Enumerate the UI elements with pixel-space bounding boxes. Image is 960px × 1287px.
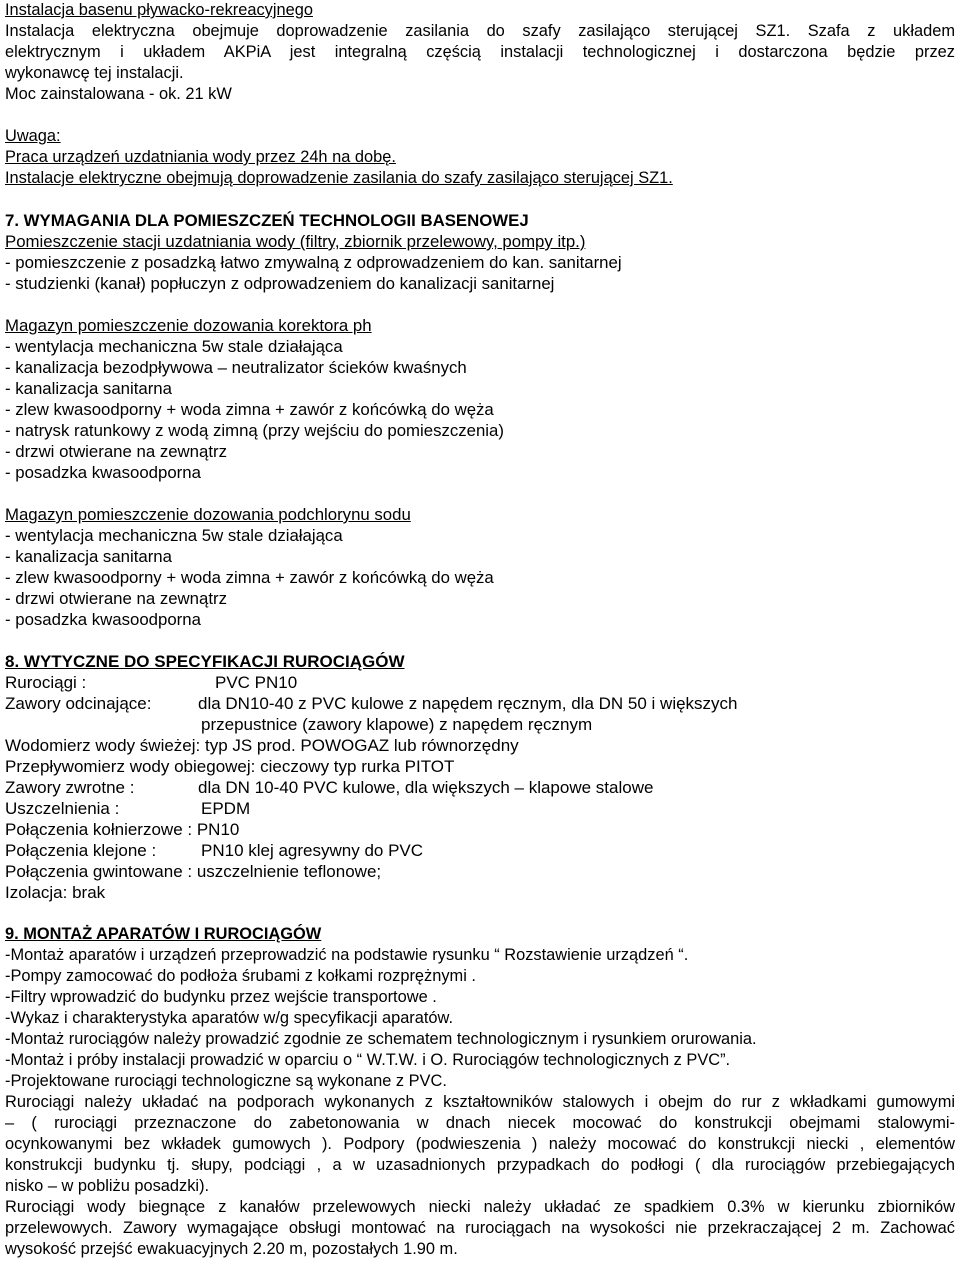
spec-value: przepustnice (zawory klapowe) z napędem ręcznym xyxy=(201,715,593,734)
spec-value: PVC PN10 xyxy=(215,673,298,692)
instruction-line: -Wykaz i charakterystyka aparatów w/g specyfikacji aparatów. xyxy=(5,1009,454,1027)
paragraph-line: wykonawcę tej instalacji. xyxy=(5,64,184,82)
instruction-line: -Projektowane rurociągi technologiczne są wykonane z PVC. xyxy=(5,1072,447,1090)
paragraph-line: Rurociągi wody biegnące z kanałów przelewowych niecki należy układać ze spadkiem 0.3% w kierunku zbiorników xyxy=(5,1198,955,1216)
treatment-room-heading: Pomieszczenie stacji uzdatniania wody (filtry, zbiornik przelewowy, pompy itp.) xyxy=(5,232,586,251)
spec-row xyxy=(5,672,955,693)
spec-label: Przepływomierz wody obiegowej: cieczowy typ rurka PITOT xyxy=(5,757,455,776)
section-8 xyxy=(5,651,955,903)
spec-row xyxy=(5,882,955,903)
instruction-line: -Montaż i próby instalacji prowadzić w oparciu o “ W.T.W. i O. Rurociągów technologicznych z PVC”. xyxy=(5,1051,731,1069)
pool-installation-section xyxy=(5,0,955,189)
section-7 xyxy=(5,210,955,630)
paragraph-line: wysokość przejść ewakuacyjnych 2.20 m, pozostałych 1.90 m. xyxy=(5,1240,458,1258)
spec-row xyxy=(5,861,955,882)
spec-value: EPDM xyxy=(201,799,251,818)
spec-value: dla DN10-40 z PVC kulowe z napędem ręcznym, dla DN 50 i większych xyxy=(198,694,738,713)
requirement-item: - posadzka kwasoodporna xyxy=(5,463,201,482)
paragraph-line: elektrycznym i układem AKPiA jest integralną częścią instalacji technologicznej i dostarczona będzie przez xyxy=(5,43,955,61)
note-line: Praca urządzeń uzdatniania wody przez 24h na dobę. xyxy=(5,148,396,166)
paragraph-line: Rurociągi należy układać na podporach wykonanych z kształtowników stalowych i obejm do rur z wkładkami gumowymi xyxy=(5,1093,955,1111)
requirement-item: - wentylacja mechaniczna 5w stale działająca xyxy=(5,526,343,545)
requirement-item: - studzienki (kanał) popłuczyn z odprowadzeniem do kanalizacji sanitarnej xyxy=(5,274,555,293)
spec-row xyxy=(5,840,955,861)
paragraph-line: konstrukcji budynku tj. słupy, podciągi , a w uzasadnionych przypadkach do podłogi ( dla rurociągów przebiegających xyxy=(5,1156,955,1174)
spec-label: Zawory zwrotne : xyxy=(5,778,135,797)
requirement-item: - wentylacja mechaniczna 5w stale działająca xyxy=(5,337,343,356)
spec-row xyxy=(5,693,955,714)
spec-label: Zawory odcinające: xyxy=(5,694,152,713)
paragraph-line: przelewowych. Zawory wymagające obsługi montować na rurociągach na wysokości nie przekraczającej 2 m. Zachować xyxy=(5,1219,955,1237)
instruction-line: -Filtry wprowadzić do budynku przez wejście transportowe . xyxy=(5,988,437,1006)
section-9 xyxy=(5,924,955,1260)
spec-label: Połączenia klejone : xyxy=(5,841,157,860)
instruction-line: -Montaż aparatów i urządzeń przeprowadzić na podstawie rysunku “ Rozstawienie urządzeń “. xyxy=(5,946,689,964)
paragraph-line: Instalacja elektryczna obejmuje doprowadzenie zasilania do szafy zasilająco sterującej SZ1. Szafa z układem xyxy=(5,22,955,40)
paragraph-line: nisko – w pobliżu posadzki). xyxy=(5,1177,210,1195)
spec-label: Izolacja: brak xyxy=(5,883,106,902)
spec-label: Rurociągi : xyxy=(5,673,87,692)
note-line: Instalacje elektryczne obejmują doprowadzenie zasilania do szafy zasilająco sterującej SZ1. xyxy=(5,169,673,187)
section-8-heading: 8. WYTYCZNE DO SPECYFIKACJI RUROCIĄGÓW xyxy=(5,652,405,671)
paragraph-line: ocynkowanymi bez wkładek gumowych ). Podpory (podwieszenia ) należy mocować do konstrukcji niecki , elementów xyxy=(5,1135,955,1153)
spec-row xyxy=(5,777,955,798)
ph-storage-heading: Magazyn pomieszczenie dozowania korektora ph xyxy=(5,316,372,335)
requirement-item: - zlew kwasoodporny + woda zimna + zawór z końcówką do węża xyxy=(5,568,494,587)
spec-label: Połączenia gwintowane : uszczelnienie teflonowe; xyxy=(5,862,382,881)
spec-row xyxy=(5,819,955,840)
requirement-item: - kanalizacja sanitarna xyxy=(5,379,172,398)
spec-label: Połączenia kołnierzowe : PN10 xyxy=(5,820,240,839)
requirement-item: - drzwi otwierane na zewnątrz xyxy=(5,442,227,461)
installed-power: Moc zainstalowana - ok. 21 kW xyxy=(5,85,232,103)
section-9-heading: 9. MONTAŻ APARATÓW I RUROCIĄGÓW xyxy=(5,925,322,943)
spec-row xyxy=(5,756,955,777)
spec-row xyxy=(5,714,955,735)
requirement-item: - pomieszczenie z posadzką łatwo zmywalną z odprowadzeniem do kan. sanitarnej xyxy=(5,253,622,272)
document-page xyxy=(5,0,955,1260)
spec-row xyxy=(5,798,955,819)
requirement-item: - zlew kwasoodporny + woda zimna + zawór z końcówką do węża xyxy=(5,400,494,419)
requirement-item: - posadzka kwasoodporna xyxy=(5,610,201,629)
requirement-item: - kanalizacja sanitarna xyxy=(5,547,172,566)
hypochlorite-storage-heading: Magazyn pomieszczenie dozowania podchlorynu sodu xyxy=(5,505,411,524)
requirement-item: - natrysk ratunkowy z wodą zimną (przy wejściu do pomieszczenia) xyxy=(5,421,504,440)
note-label: Uwaga: xyxy=(5,127,61,145)
spec-label: Wodomierz wody świeżej: typ JS prod. POWOGAZ lub równorzędny xyxy=(5,736,519,755)
requirement-item: - kanalizacja bezodpływowa – neutralizator ścieków kwaśnych xyxy=(5,358,467,377)
section-7-heading: 7. WYMAGANIA DLA POMIESZCZEŃ TECHNOLOGII BASENOWEJ xyxy=(5,211,529,230)
instruction-line: -Pompy zamocować do podłoża śrubami z kołkami rozprężnymi . xyxy=(5,967,476,985)
instruction-line: -Montaż rurociągów należy prowadzić zgodnie ze schematem technologicznym i rysunkiem orurowania. xyxy=(5,1030,757,1048)
spec-row xyxy=(5,735,955,756)
spec-value: dla DN 10-40 PVC kulowe, dla większych – klapowe stalowe xyxy=(198,778,654,797)
paragraph-line: – ( rurociągi przeznaczone do zabetonowania w dnach niecek mocować do konstrukcji obejmami stalowymi- xyxy=(5,1114,955,1132)
spec-value: PN10 klej agresywny do PVC xyxy=(201,841,424,860)
pool-installation-heading: Instalacja basenu pływacko-rekreacyjnego xyxy=(5,1,313,19)
spec-label: Uszczelnienia : xyxy=(5,799,120,818)
requirement-item: - drzwi otwierane na zewnątrz xyxy=(5,589,227,608)
